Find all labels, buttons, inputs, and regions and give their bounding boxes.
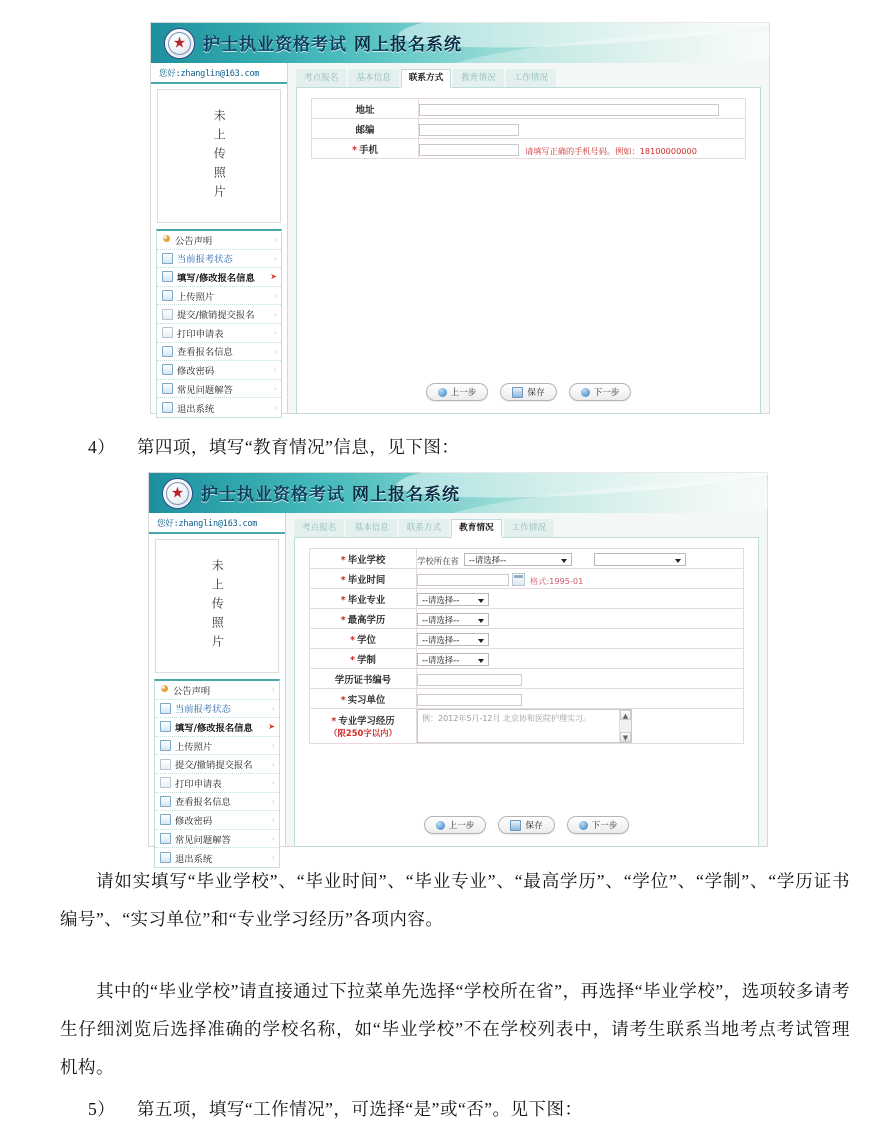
edu-value-7 bbox=[417, 689, 744, 709]
input-学历证书编号[interactable] bbox=[417, 674, 522, 686]
sidebar-item-label: 查看报名信息 bbox=[175, 797, 231, 809]
sidebar-item-9[interactable] bbox=[157, 398, 281, 417]
photo-placeholder-box-2[interactable] bbox=[155, 539, 279, 673]
input-实习单位[interactable] bbox=[417, 694, 522, 706]
window-icon bbox=[162, 364, 173, 375]
edu-label-5 bbox=[310, 649, 417, 669]
arrow-right-icon: › bbox=[271, 834, 275, 844]
button-bar-2 bbox=[295, 816, 758, 834]
save-button[interactable] bbox=[500, 383, 556, 401]
edu-row-3 bbox=[310, 609, 744, 629]
required-asterisk: * bbox=[340, 574, 346, 586]
experience-textarea[interactable]: 例：2012年5月-12月 北京协和医院护理实习。 bbox=[417, 709, 632, 743]
sidebar-item-label: 常见问题解答 bbox=[177, 384, 233, 396]
sidebar-item-0[interactable] bbox=[157, 231, 281, 250]
sidebar-item-7[interactable] bbox=[155, 811, 279, 830]
arrow-right-icon: › bbox=[271, 685, 275, 695]
edu-label-sublabel: （限250字以内） bbox=[329, 728, 397, 738]
arrow-right-icon: › bbox=[271, 853, 275, 863]
doc-icon bbox=[160, 759, 171, 770]
edu-label-1 bbox=[310, 569, 417, 589]
arrow-right-icon: › bbox=[273, 328, 277, 338]
paragraph-step-5-number: 5） bbox=[88, 1099, 116, 1119]
edu-label-0 bbox=[310, 549, 417, 569]
contact-label-1 bbox=[312, 119, 419, 139]
school-province-select[interactable]: --请选择-- bbox=[464, 553, 572, 566]
edu-label-text: 毕业时间 bbox=[347, 574, 386, 586]
sidebar-item-label: 填写/修改报名信息 bbox=[175, 722, 253, 734]
tab-联系方式[interactable]: 联系方式 bbox=[399, 519, 449, 537]
banner-title-sub: 网上报名系统 bbox=[354, 35, 462, 55]
tab-工作情况[interactable]: 工作情况 bbox=[506, 69, 556, 87]
required-asterisk: * bbox=[340, 694, 346, 706]
screenshot-contact-form bbox=[150, 22, 770, 414]
edu-value-0 bbox=[417, 549, 744, 569]
window-icon bbox=[162, 402, 173, 413]
window-icon bbox=[160, 833, 171, 844]
prev-step-button[interactable] bbox=[426, 383, 489, 401]
select-毕业专业[interactable]: --请选择-- bbox=[417, 593, 489, 606]
arrow-right-red-icon: ➤ bbox=[268, 722, 275, 732]
select-学位[interactable]: --请选择-- bbox=[417, 633, 489, 646]
sidebar-item-label: 上传照片 bbox=[177, 291, 215, 303]
doc-icon bbox=[160, 777, 171, 788]
edu-label-text: 学历证书编号 bbox=[334, 674, 392, 686]
edu-label-text: 专业学习经历 bbox=[338, 716, 395, 727]
app-banner-2 bbox=[149, 473, 767, 513]
next-step-label-2: 下一步 bbox=[591, 821, 618, 831]
arrow-right-icon: › bbox=[271, 815, 275, 825]
save-label-2: 保存 bbox=[525, 821, 543, 831]
school-province-prefix: 学校所在省 bbox=[417, 556, 459, 566]
tab-bar-2 bbox=[294, 519, 759, 538]
banner-title bbox=[203, 30, 462, 55]
save-label: 保存 bbox=[527, 388, 545, 398]
doc-icon bbox=[162, 327, 173, 338]
required-asterisk: * bbox=[340, 614, 346, 626]
edu-row-7 bbox=[310, 689, 744, 709]
contact-label-2 bbox=[312, 139, 419, 159]
arrow-right-icon: › bbox=[273, 291, 277, 301]
banner-title-sub-2: 网上报名系统 bbox=[352, 485, 460, 505]
next-arrow-icon-2 bbox=[579, 821, 588, 830]
arrow-right-icon: › bbox=[271, 759, 275, 769]
contact-value-1 bbox=[419, 119, 746, 139]
sidebar-item-label: 打印申请表 bbox=[177, 328, 224, 340]
sidebar-item-label: 打印申请表 bbox=[175, 778, 222, 790]
contact-label-text: 地址 bbox=[355, 104, 375, 116]
save-button-2[interactable] bbox=[498, 816, 554, 834]
photo-placeholder-text: 未上传照片 bbox=[212, 108, 227, 204]
edu-value-2 bbox=[417, 589, 744, 609]
required-asterisk: * bbox=[352, 144, 358, 156]
app-banner bbox=[151, 23, 769, 63]
graduation-school-select[interactable] bbox=[594, 553, 686, 566]
contact-value-0 bbox=[419, 99, 746, 119]
edu-label-text: 学位 bbox=[357, 634, 376, 646]
arrow-right-icon: › bbox=[271, 796, 275, 806]
banner-title-main: 护士执业资格考试 bbox=[203, 35, 347, 55]
input-地址[interactable] bbox=[419, 104, 719, 116]
edu-label-text: 毕业学校 bbox=[347, 554, 386, 566]
next-step-button[interactable] bbox=[569, 383, 632, 401]
prev-step-label: 上一步 bbox=[450, 388, 477, 398]
edu-label-2 bbox=[310, 589, 417, 609]
window-icon bbox=[160, 721, 171, 732]
sidebar-item-3[interactable] bbox=[157, 287, 281, 306]
edu-value-3 bbox=[417, 609, 744, 629]
paragraph-step-5-text: 第五项，填写“工作情况”，可选择“是”或“否”。见下图： bbox=[136, 1099, 583, 1119]
date-format-hint: 格式:1995-01 bbox=[530, 576, 584, 586]
doc-icon bbox=[162, 309, 173, 320]
sidebar-item-label: 当前报考状态 bbox=[177, 254, 233, 266]
prev-arrow-icon-2 bbox=[436, 821, 445, 830]
sidebar-item-4[interactable] bbox=[157, 305, 281, 324]
window-icon bbox=[162, 271, 173, 282]
edu-row-0 bbox=[310, 549, 744, 569]
window-icon bbox=[160, 740, 171, 751]
sidebar-item-8[interactable] bbox=[155, 830, 279, 849]
sidebar-item-label: 常见问题解答 bbox=[175, 834, 231, 846]
edu-label-3 bbox=[310, 609, 417, 629]
window-icon bbox=[160, 814, 171, 825]
paragraph-step-4-number: 4） bbox=[88, 437, 116, 457]
edu-label-experience bbox=[310, 709, 417, 744]
contact-form-body bbox=[312, 99, 746, 159]
input-手机[interactable] bbox=[419, 144, 519, 156]
required-asterisk: * bbox=[350, 634, 356, 646]
next-step-label: 下一步 bbox=[593, 388, 620, 398]
sidebar-item-label: 上传照片 bbox=[175, 741, 213, 753]
logo-star-glyph: ★ bbox=[172, 35, 187, 52]
graduation-date-input[interactable] bbox=[417, 574, 509, 586]
sidebar-item-label: 修改密码 bbox=[177, 365, 215, 377]
arrow-right-icon: › bbox=[273, 365, 277, 375]
sidebar-item-3[interactable] bbox=[155, 737, 279, 756]
sidebar-menu-2 bbox=[154, 679, 280, 868]
sidebar-item-7[interactable] bbox=[157, 361, 281, 380]
edu-row-6 bbox=[310, 669, 744, 689]
contact-row-1 bbox=[312, 119, 746, 139]
save-disk-icon bbox=[512, 387, 523, 398]
photo-placeholder-box[interactable] bbox=[157, 89, 281, 223]
user-greeting-2: 您好:zhanglin@163.com bbox=[149, 513, 285, 534]
edu-row-1 bbox=[310, 569, 744, 589]
main-panel-2 bbox=[286, 513, 767, 846]
paragraph-fill-truthfully: 请如实填写“毕业学校”、“毕业时间”、“毕业专业”、“最高学历”、“学位”、“学制”、“学历证书编号”、“实习单位”和“专业学习经历”各项内容。 bbox=[60, 871, 850, 929]
edu-label-text: 毕业专业 bbox=[347, 594, 386, 606]
sidebar-menu bbox=[156, 229, 282, 418]
sidebar-2 bbox=[149, 513, 286, 865]
sidebar-item-label: 公告声明 bbox=[175, 235, 213, 247]
tab-联系方式[interactable]: 联系方式 bbox=[401, 69, 451, 88]
edu-row-experience bbox=[310, 709, 744, 744]
sidebar-item-1[interactable] bbox=[155, 700, 279, 719]
window-icon bbox=[162, 290, 173, 301]
sidebar-item-label: 退出系统 bbox=[177, 403, 215, 415]
sidebar-item-0[interactable] bbox=[155, 681, 279, 700]
edu-label-text: 最高学历 bbox=[347, 614, 386, 626]
sidebar-item-label: 修改密码 bbox=[175, 815, 213, 827]
nurse-exam-logo-icon bbox=[164, 28, 195, 59]
button-bar-1 bbox=[297, 383, 760, 401]
input-邮编[interactable] bbox=[419, 124, 519, 136]
sidebar-item-label: 提交/撤销提交报名 bbox=[175, 760, 253, 772]
tab-bar-1 bbox=[296, 69, 761, 88]
tab-考点报名[interactable]: 考点报名 bbox=[296, 69, 346, 87]
arrow-right-icon: › bbox=[273, 384, 277, 394]
horn-icon: ◕ bbox=[162, 234, 171, 245]
sidebar-item-label: 当前报考状态 bbox=[175, 704, 231, 716]
arrow-right-red-icon: ➤ bbox=[270, 272, 277, 282]
sidebar-item-6[interactable] bbox=[157, 343, 281, 362]
scroll-up-icon[interactable]: ▲ bbox=[620, 710, 631, 720]
calendar-icon[interactable] bbox=[512, 573, 525, 586]
sidebar-item-4[interactable] bbox=[155, 755, 279, 774]
select-学制[interactable]: --请选择-- bbox=[417, 653, 489, 666]
logo-star-glyph-2: ★ bbox=[170, 485, 185, 502]
tab-考点报名[interactable]: 考点报名 bbox=[294, 519, 344, 537]
save-disk-icon-2 bbox=[510, 820, 521, 831]
sidebar-item-5[interactable] bbox=[157, 324, 281, 343]
form-panel-education bbox=[294, 538, 759, 847]
sidebar-item-2[interactable] bbox=[157, 268, 281, 287]
edu-label-7 bbox=[310, 689, 417, 709]
sidebar-item-label: 公告声明 bbox=[173, 685, 211, 697]
window-icon bbox=[162, 383, 173, 394]
window-icon bbox=[160, 796, 171, 807]
user-greeting: 您好:zhanglin@163.com bbox=[151, 63, 287, 84]
edu-row-2 bbox=[310, 589, 744, 609]
banner-title-main-2: 护士执业资格考试 bbox=[201, 485, 345, 505]
arrow-right-icon: › bbox=[273, 309, 277, 319]
sidebar-item-2[interactable] bbox=[155, 718, 279, 737]
prev-arrow-icon bbox=[438, 388, 447, 397]
horn-icon: ◕ bbox=[160, 684, 169, 695]
paragraph-step-5 bbox=[88, 1090, 788, 1128]
sidebar bbox=[151, 63, 288, 413]
arrow-right-icon: › bbox=[273, 253, 277, 263]
edu-label-text: 实习单位 bbox=[347, 694, 386, 706]
prev-step-label-2: 上一步 bbox=[448, 821, 475, 831]
required-asterisk: * bbox=[340, 554, 346, 566]
arrow-right-icon: › bbox=[273, 235, 277, 245]
next-arrow-icon bbox=[581, 388, 590, 397]
edu-value-6 bbox=[417, 669, 744, 689]
photo-placeholder-text-2: 未上传照片 bbox=[210, 558, 225, 654]
edu-label-6 bbox=[310, 669, 417, 689]
contact-form-table bbox=[311, 98, 746, 159]
screenshot-education-form bbox=[148, 472, 768, 865]
next-step-button-2[interactable] bbox=[567, 816, 630, 834]
sidebar-item-8[interactable] bbox=[157, 380, 281, 399]
edu-value-5 bbox=[417, 649, 744, 669]
prev-step-button-2[interactable] bbox=[424, 816, 487, 834]
tab-基本信息[interactable]: 基本信息 bbox=[346, 519, 396, 537]
scroll-down-icon[interactable]: ▼ bbox=[620, 732, 631, 742]
tab-教育情况[interactable]: 教育情况 bbox=[453, 69, 503, 87]
tab-工作情况[interactable]: 工作情况 bbox=[504, 519, 554, 537]
contact-label-text: 邮编 bbox=[355, 124, 375, 136]
required-asterisk: * bbox=[331, 716, 337, 727]
experience-textarea-wrap bbox=[417, 709, 632, 743]
edu-label-4 bbox=[310, 629, 417, 649]
edu-value-1 bbox=[417, 569, 744, 589]
select-最高学历[interactable]: --请选择-- bbox=[417, 613, 489, 626]
sidebar-item-6[interactable] bbox=[155, 793, 279, 812]
paragraph-school-dropdown: 其中的“毕业学校”请直接通过下拉菜单先选择“学校所在省”，再选择“毕业学校”，选项较多请考生仔细浏览后选择准确的学校名称，如“毕业学校”不在学校列表中，请考生联系当地考点考试管理机构。 bbox=[60, 981, 850, 1077]
tab-教育情况[interactable]: 教育情况 bbox=[451, 519, 501, 538]
edu-row-4 bbox=[310, 629, 744, 649]
arrow-right-icon: › bbox=[273, 346, 277, 356]
edu-row-5 bbox=[310, 649, 744, 669]
window-icon bbox=[162, 253, 173, 264]
education-form-table bbox=[309, 548, 744, 744]
form-panel-contact bbox=[296, 88, 761, 414]
contact-row-2 bbox=[312, 139, 746, 159]
main-panel bbox=[288, 63, 769, 413]
textarea-scrollbar[interactable] bbox=[619, 710, 631, 742]
paragraph-step-4-text: 第四项，填写“教育情况”信息，见下图： bbox=[136, 437, 460, 457]
sidebar-item-label: 填写/修改报名信息 bbox=[177, 272, 255, 284]
sidebar-item-label: 退出系统 bbox=[175, 853, 213, 865]
sidebar-item-label: 查看报名信息 bbox=[177, 347, 233, 359]
contact-row-0 bbox=[312, 99, 746, 119]
sidebar-item-1[interactable] bbox=[157, 250, 281, 269]
contact-label-text: 手机 bbox=[359, 144, 378, 156]
contact-value-2 bbox=[419, 139, 746, 159]
arrow-right-icon: › bbox=[271, 778, 275, 788]
sidebar-item-5[interactable] bbox=[155, 774, 279, 793]
phone-format-hint: 请填写正确的手机号码。例如：18100000000 bbox=[525, 146, 697, 156]
tab-基本信息[interactable]: 基本信息 bbox=[348, 69, 398, 87]
edu-value-4 bbox=[417, 629, 744, 649]
required-asterisk: * bbox=[340, 594, 346, 606]
sidebar-item-label: 提交/撤销提交报名 bbox=[177, 310, 255, 322]
education-form-body bbox=[310, 549, 744, 744]
banner-title-2 bbox=[201, 480, 460, 505]
edu-label-text: 学制 bbox=[357, 654, 376, 666]
arrow-right-icon: › bbox=[273, 403, 277, 413]
window-icon bbox=[162, 346, 173, 357]
arrow-right-icon: › bbox=[271, 703, 275, 713]
edu-value-experience bbox=[417, 709, 744, 744]
required-asterisk: * bbox=[350, 654, 356, 666]
arrow-right-icon: › bbox=[271, 741, 275, 751]
window-icon bbox=[160, 703, 171, 714]
nurse-exam-logo-icon-2 bbox=[162, 478, 193, 509]
contact-label-0 bbox=[312, 99, 419, 119]
